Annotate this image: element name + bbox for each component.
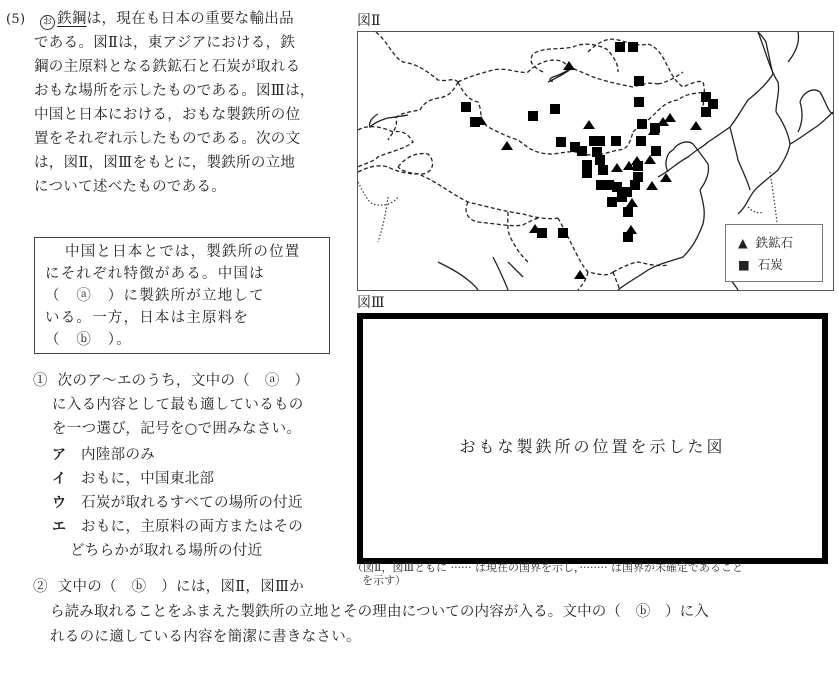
option-a[interactable] xyxy=(52,446,155,464)
coal-marker xyxy=(623,207,633,217)
coal-marker xyxy=(550,104,560,114)
question-number: (5) xyxy=(6,12,26,27)
question-5-line-1 xyxy=(6,10,294,30)
iron-ore-marker xyxy=(646,181,658,190)
statement-line: いる。一方，日本は主原料を xyxy=(45,310,250,326)
coal-marker xyxy=(634,76,644,86)
option-u[interactable] xyxy=(52,494,303,512)
statement-line: （ ⓑ ）。 xyxy=(45,332,132,348)
legend-label: 石炭 xyxy=(757,257,783,272)
figure3-placeholder-title: おもな製鉄所の位置を示した図 xyxy=(459,437,726,456)
option-i[interactable] xyxy=(52,470,214,488)
sub2-line-1 xyxy=(33,578,304,596)
coal-marker xyxy=(634,97,644,107)
option-label: ウ xyxy=(52,495,67,511)
iron-ore-marker xyxy=(626,198,638,207)
iron-ore-marker xyxy=(664,113,676,122)
option-e-continuation: どちらかが取れる場所の付近 xyxy=(70,543,263,559)
statement-line: 中国と日本とでは，製鉄所の位置 xyxy=(65,244,301,260)
coal-marker xyxy=(595,155,605,165)
iron-ore-marker xyxy=(625,225,637,234)
sub1-text: 次のア〜エのうち，文中の（ ⓐ ） xyxy=(57,373,310,389)
option-label: ア xyxy=(52,447,67,463)
intro-line: 中国と日本における，おもな製鉄所の位 xyxy=(34,107,301,123)
sub1-line: を一つ選び，記号を○で囲みなさい。 xyxy=(52,421,302,437)
iron-ore-marker xyxy=(690,121,702,130)
figure2-legend xyxy=(725,224,823,282)
figure-note-line: （図Ⅱ，図Ⅲともに ······ は現在の国界を示し，········ は国界が未確定であること xyxy=(352,561,744,574)
coal-marker xyxy=(628,42,638,52)
sub2-line: れるのに適している内容を簡潔に書きなさい。 xyxy=(50,629,361,645)
iron-ore-marker xyxy=(631,156,643,165)
statement-box xyxy=(34,237,330,354)
sub1-line-1 xyxy=(33,372,309,390)
coal-marker xyxy=(630,180,640,190)
coal-marker xyxy=(528,111,538,121)
sub2-line: ら読み取れることをふまえた製鉄所の立地とその理由についての内容が入る。文中の（ ⓑ ）に入 xyxy=(50,604,709,620)
legend-label: 鉄鉱石 xyxy=(755,235,794,250)
legend-item-iron-ore xyxy=(738,233,793,251)
iron-ore-marker xyxy=(611,163,623,172)
figure2-label: 図Ⅱ xyxy=(357,13,381,29)
option-text: 石炭が取れるすべての場所の付近 xyxy=(81,495,303,511)
iron-ore-marker xyxy=(574,270,586,279)
statement-line: （ ⓐ ）に製鉄所が立地して xyxy=(45,288,265,304)
statement-line: にそれぞれ特徴がある。中国は xyxy=(45,266,265,282)
coal-marker xyxy=(637,119,647,129)
coal-marker xyxy=(558,228,568,238)
legend-item-coal xyxy=(738,255,783,273)
coal-marker xyxy=(701,107,711,117)
option-label: エ xyxy=(52,519,67,535)
iron-ore-marker xyxy=(501,141,513,150)
option-text: おもに，主原料の両方またはその xyxy=(81,519,304,535)
intro-line: である。図Ⅱは，東アジアにおける，鉄 xyxy=(34,35,296,51)
coal-marker xyxy=(598,165,608,175)
intro-line: 置をそれぞれ示したものである。次の文 xyxy=(34,131,301,147)
coal-marker xyxy=(582,168,592,178)
coal-marker xyxy=(461,102,471,112)
intro-line: 鋼の主原料となる鉄鉱石と石炭が取れる xyxy=(34,59,301,75)
intro-line: は，図Ⅱ，図Ⅲをもとに，製鉄所の立地 xyxy=(34,155,296,171)
coal-marker xyxy=(636,136,646,146)
sub2-text: 文中の（ ⓑ ）には，図Ⅱ，図Ⅲか xyxy=(57,579,305,595)
option-e[interactable] xyxy=(52,518,303,536)
intro-line-0: は，現在も日本の重要な輸出品 xyxy=(86,11,294,27)
coal-marker xyxy=(595,136,605,146)
sub1-line: に入る内容として最も適しているもの xyxy=(52,397,304,413)
square-icon: ■ xyxy=(738,257,750,272)
coal-marker xyxy=(651,146,661,156)
intro-line: おもな場所を示したものである。図Ⅲは， xyxy=(34,83,315,99)
iron-ore-marker xyxy=(644,155,656,164)
intro-line: について述べたものである。 xyxy=(34,179,227,195)
coal-marker xyxy=(607,197,617,207)
option-text: 内陸部のみ xyxy=(81,447,156,463)
coal-marker xyxy=(615,42,625,52)
figure3-placeholder xyxy=(357,313,828,564)
figure-note-line: を示す） xyxy=(362,574,406,587)
sub2-number: ② xyxy=(33,579,48,595)
coal-marker xyxy=(577,146,587,156)
iron-ore-marker xyxy=(583,120,595,129)
iron-ore-marker xyxy=(563,61,575,70)
map-markers xyxy=(461,42,718,279)
marker-o: お xyxy=(40,15,55,30)
coal-marker xyxy=(611,136,621,146)
option-text: おもに，中国東北部 xyxy=(81,471,215,487)
coal-markers xyxy=(461,42,718,242)
coal-marker xyxy=(556,137,566,147)
triangle-icon: ▲ xyxy=(738,235,748,250)
sub1-number: ① xyxy=(33,373,48,389)
figure3-label: 図Ⅲ xyxy=(357,295,385,311)
keyword-tekko: 鉄鋼 xyxy=(57,11,87,27)
option-label: イ xyxy=(52,471,67,487)
